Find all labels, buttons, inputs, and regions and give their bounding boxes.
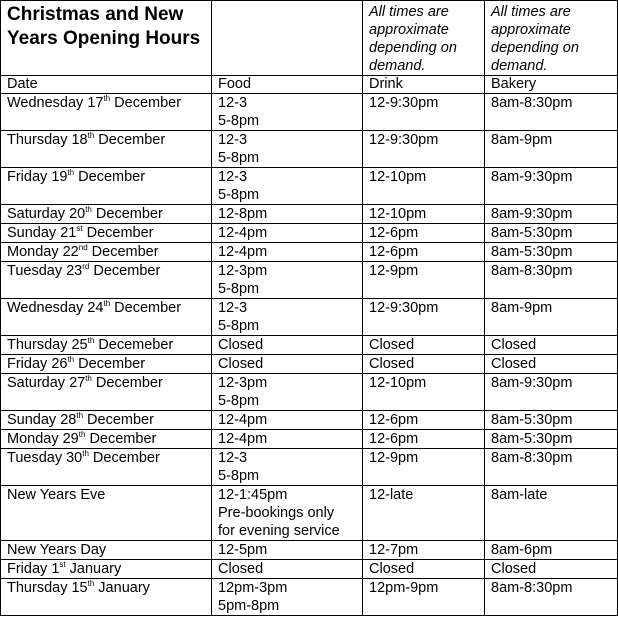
bakery-cell: 8am-9:30pm	[485, 374, 618, 411]
bakery-cell: 8am-8:30pm	[485, 579, 618, 616]
date-cell	[1, 430, 212, 449]
date-month: December	[110, 300, 182, 316]
header-drink: Drink	[363, 76, 485, 94]
food-hours: 12-3pm	[218, 263, 268, 279]
date-month: December	[89, 263, 161, 279]
drink-cell: 12-9:30pm	[363, 299, 485, 336]
date-day: Monday 22	[7, 244, 79, 260]
date-month: December	[91, 206, 163, 222]
food-hours: 12pm-3pm	[218, 580, 288, 596]
date-cell	[1, 411, 212, 430]
drink-cell: 12-9:30pm	[363, 131, 485, 168]
table-body	[1, 1, 618, 616]
bakery-cell: 8am-8:30pm	[485, 449, 618, 486]
table-row	[1, 486, 618, 541]
date-month: January	[65, 561, 122, 577]
date-cell	[1, 486, 212, 541]
food-cell	[212, 541, 363, 560]
table-row	[1, 224, 618, 243]
bakery-cell: 8am-6pm	[485, 541, 618, 560]
table-row	[1, 560, 618, 579]
empty-header-cell	[212, 1, 363, 76]
header-food: Food	[212, 76, 363, 94]
food-cell	[212, 486, 363, 541]
food-cell	[212, 243, 363, 262]
table-row	[1, 336, 618, 355]
date-day: Monday 29	[7, 431, 79, 447]
date-ordinal: th	[76, 411, 84, 420]
title-row	[1, 1, 618, 76]
bakery-cell: 8am-9pm	[485, 131, 618, 168]
table-row	[1, 243, 618, 262]
date-day: Wednesday 24	[7, 300, 104, 316]
table-row	[1, 355, 618, 374]
drink-cell: Closed	[363, 355, 485, 374]
date-month: Decemeber	[94, 337, 174, 353]
food-hours: 5-8pm	[218, 113, 260, 129]
drink-cell: 12-7pm	[363, 541, 485, 560]
bakery-note: All times are approximate depending on demand.	[485, 1, 618, 76]
table-row	[1, 262, 618, 299]
food-hours: Closed	[218, 356, 264, 372]
food-hours: 5-8pm	[218, 150, 260, 166]
date-ordinal: nd	[78, 243, 88, 252]
drink-cell: 12-6pm	[363, 430, 485, 449]
date-ordinal: th	[78, 430, 86, 439]
table-row	[1, 579, 618, 616]
date-cell	[1, 262, 212, 299]
date-month: December	[83, 412, 154, 428]
date-month: December	[110, 95, 182, 111]
food-hours: 12-3	[218, 450, 248, 466]
food-hours: 5-8pm	[218, 187, 260, 203]
food-hours: 12-4pm	[218, 244, 268, 260]
date-ordinal: th	[87, 131, 95, 140]
date-cell	[1, 541, 212, 560]
date-ordinal: th	[87, 579, 95, 588]
date-ordinal: th	[85, 205, 92, 214]
date-cell	[1, 374, 212, 411]
date-cell	[1, 560, 212, 579]
date-ordinal: th	[87, 336, 95, 345]
date-cell	[1, 355, 212, 374]
date-month: December	[88, 450, 160, 466]
bakery-cell: 8am-late	[485, 486, 618, 541]
header-row	[1, 76, 618, 94]
date-cell	[1, 168, 212, 205]
bakery-cell: Closed	[485, 355, 618, 374]
food-cell	[212, 205, 363, 224]
food-hours: 12-1:45pm	[218, 487, 288, 503]
date-day: Tuesday 23	[7, 263, 83, 279]
bakery-cell: 8am-9:30pm	[485, 205, 618, 224]
food-cell	[212, 131, 363, 168]
food-hours: Closed	[218, 337, 264, 353]
date-day: New Years Day	[7, 542, 107, 558]
food-cell	[212, 355, 363, 374]
header-date: Date	[1, 76, 212, 94]
drink-cell: 12-6pm	[363, 243, 485, 262]
date-cell	[1, 243, 212, 262]
table-row	[1, 411, 618, 430]
drink-cell: 12-6pm	[363, 411, 485, 430]
table-title: Christmas and New Years Opening Hours	[1, 1, 212, 76]
date-day: Wednesday 17	[7, 95, 104, 111]
date-day: Sunday 21	[7, 225, 77, 241]
date-month: December	[74, 356, 146, 372]
date-ordinal: th	[67, 355, 75, 364]
date-month: January	[94, 580, 150, 596]
drink-cell: 12-10pm	[363, 374, 485, 411]
food-hours: 5-8pm	[218, 281, 260, 297]
date-day: Tuesday 30	[7, 450, 83, 466]
food-hours: 12-3	[218, 169, 248, 185]
date-cell	[1, 131, 212, 168]
food-hours: 12-4pm	[218, 225, 268, 241]
food-hours: Pre-bookings only	[218, 505, 335, 521]
date-month: December	[82, 225, 154, 241]
table-row	[1, 299, 618, 336]
bakery-cell: 8am-9:30pm	[485, 168, 618, 205]
food-cell	[212, 449, 363, 486]
bakery-cell: 8am-9pm	[485, 299, 618, 336]
date-ordinal: th	[82, 449, 89, 458]
date-ordinal: th	[103, 94, 111, 103]
table-row	[1, 541, 618, 560]
date-ordinal: th	[67, 168, 75, 177]
food-hours: for evening service	[218, 523, 340, 539]
date-cell	[1, 449, 212, 486]
date-day: Saturday 20	[7, 206, 86, 222]
date-cell	[1, 336, 212, 355]
date-ordinal: st	[76, 224, 83, 233]
bakery-cell: 8am-5:30pm	[485, 411, 618, 430]
bakery-cell: Closed	[485, 560, 618, 579]
food-cell	[212, 224, 363, 243]
food-hours: 5-8pm	[218, 393, 260, 409]
date-ordinal: th	[103, 299, 111, 308]
food-cell	[212, 299, 363, 336]
food-hours: 12-3	[218, 95, 248, 111]
date-ordinal: th	[85, 374, 92, 383]
table-row	[1, 131, 618, 168]
drink-cell: 12-9pm	[363, 449, 485, 486]
food-cell	[212, 336, 363, 355]
food-cell	[212, 579, 363, 616]
food-cell	[212, 168, 363, 205]
date-day: Thursday 15	[7, 580, 88, 596]
drink-cell: 12-9:30pm	[363, 94, 485, 131]
food-cell	[212, 411, 363, 430]
food-hours: 12-8pm	[218, 206, 268, 222]
date-ordinal: rd	[82, 262, 90, 271]
food-hours: 5pm-8pm	[218, 598, 280, 614]
drink-cell: Closed	[363, 336, 485, 355]
table-row	[1, 374, 618, 411]
food-hours: 5-8pm	[218, 468, 260, 484]
drink-cell: 12-late	[363, 486, 485, 541]
date-day: Friday 26	[7, 356, 68, 372]
food-cell	[212, 262, 363, 299]
date-day: Friday 1	[7, 561, 60, 577]
food-cell	[212, 430, 363, 449]
table-row	[1, 430, 618, 449]
food-hours: Closed	[218, 561, 264, 577]
drink-cell: Closed	[363, 560, 485, 579]
date-day: Thursday 25	[7, 337, 88, 353]
food-hours: 12-4pm	[218, 412, 268, 428]
date-day: Thursday 18	[7, 132, 88, 148]
food-hours: 12-4pm	[218, 431, 268, 447]
food-cell	[212, 560, 363, 579]
food-hours: 12-3pm	[218, 375, 268, 391]
table-row	[1, 94, 618, 131]
table-row	[1, 168, 618, 205]
drink-note: All times are approximate depending on demand.	[363, 1, 485, 76]
date-ordinal: st	[59, 560, 66, 569]
drink-cell: 12-10pm	[363, 168, 485, 205]
bakery-cell: 8am-5:30pm	[485, 243, 618, 262]
bakery-cell: 8am-8:30pm	[485, 94, 618, 131]
drink-cell: 12-6pm	[363, 224, 485, 243]
date-day: Friday 19	[7, 169, 68, 185]
date-day: New Years Eve	[7, 487, 106, 503]
date-month: December	[94, 132, 166, 148]
food-cell	[212, 374, 363, 411]
date-month: December	[85, 431, 157, 447]
date-month: December	[74, 169, 146, 185]
food-hours: 12-5pm	[218, 542, 268, 558]
date-cell	[1, 94, 212, 131]
table-row	[1, 205, 618, 224]
bakery-cell: Closed	[485, 336, 618, 355]
bakery-cell: 8am-5:30pm	[485, 430, 618, 449]
bakery-cell: 8am-5:30pm	[485, 224, 618, 243]
date-cell	[1, 224, 212, 243]
food-hours: 12-3	[218, 300, 248, 316]
date-cell	[1, 299, 212, 336]
drink-cell: 12-9pm	[363, 262, 485, 299]
date-cell	[1, 205, 212, 224]
header-bakery: Bakery	[485, 76, 618, 94]
table-row	[1, 449, 618, 486]
date-cell	[1, 579, 212, 616]
date-month: December	[91, 375, 163, 391]
date-month: December	[87, 244, 159, 260]
food-hours: 5-8pm	[218, 318, 260, 334]
drink-cell: 12-10pm	[363, 205, 485, 224]
food-hours: 12-3	[218, 132, 248, 148]
drink-cell: 12pm-9pm	[363, 579, 485, 616]
date-day: Sunday 28	[7, 412, 77, 428]
food-cell	[212, 94, 363, 131]
date-day: Saturday 27	[7, 375, 86, 391]
bakery-cell: 8am-8:30pm	[485, 262, 618, 299]
